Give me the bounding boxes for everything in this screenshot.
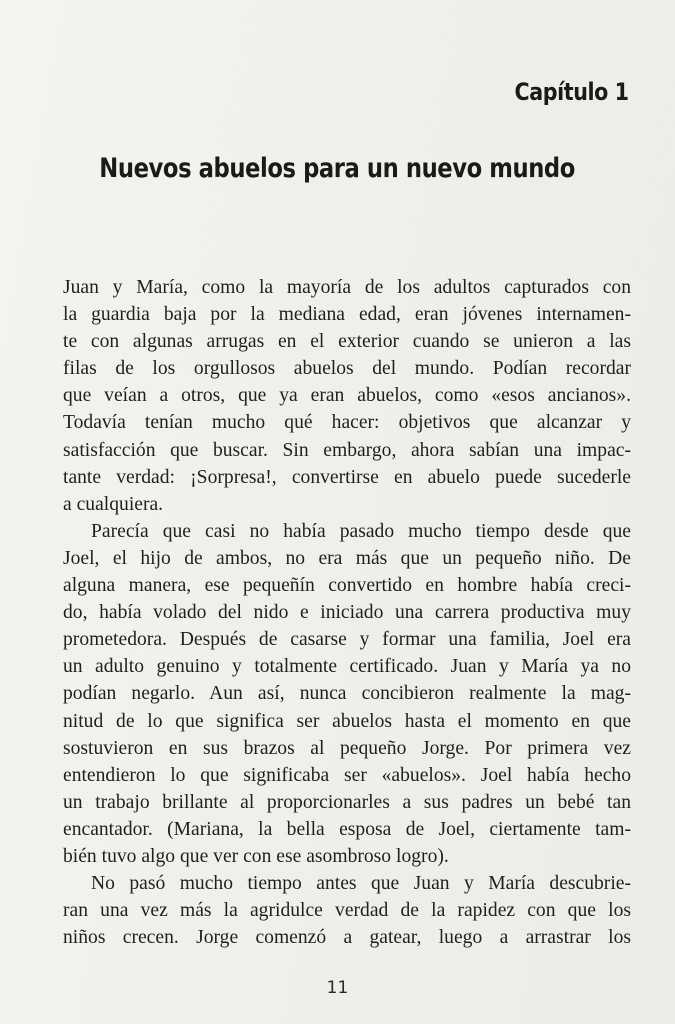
text-line: un trabajo brillante al proporcionarles a sus padres un bebé tan [63, 791, 631, 813]
text-line: a cualquiera. [63, 493, 164, 515]
chapter-title [0, 153, 675, 184]
chapter-title-text: Nuevos abuelos para un nuevo mundo [99, 153, 576, 184]
text-line: te con algunas arrugas en el exterior cuando se unieron a las [63, 331, 631, 353]
body-text [63, 274, 631, 951]
text-line: encantador. (Mariana, la bella esposa de Joel, ciertamente tam- [63, 818, 631, 840]
chapter-label: Capítulo 1 [515, 78, 629, 106]
text-line: do, había volado del nido e iniciado una carrera productiva muy [63, 602, 631, 624]
text-line: filas de los orgullosos abuelos del mundo. Podían recordar [63, 358, 631, 380]
text-line: ran una vez más la agridulce verdad de la rapidez con que los [63, 900, 631, 922]
text-line: Todavía tenían mucho qué hacer: objetivos que alcanzar y [63, 412, 631, 434]
text-line: tante verdad: ¡Sorpresa!, convertirse en abuelo puede sucederle [63, 466, 631, 488]
text-line: un adulto genuino y totalmente certificado. Juan y María ya no [63, 656, 631, 678]
text-line: No pasó mucho tiempo antes que Juan y María descubrie- [91, 873, 631, 895]
text-line: niños crecen. Jorge comenzó a gatear, luego a arrastrar los [63, 927, 631, 949]
text-line: Parecía que casi no había pasado mucho tiempo desde que [91, 520, 631, 542]
paragraph-1 [63, 274, 631, 518]
paragraph-2 [63, 518, 631, 870]
text-line: bién tuvo algo que ver con ese asombroso logro). [63, 845, 449, 867]
text-line: que veían a otros, que ya eran abuelos, como «esos ancianos». [63, 385, 631, 407]
text-line: Joel, el hijo de ambos, no era más que un pequeño niño. De [63, 547, 631, 569]
page-number: 11 [326, 978, 349, 998]
text-line: podían negarlo. Aun así, nunca concibieron realmente la mag- [63, 683, 631, 705]
text-line: entendieron lo que significaba ser «abuelos». Joel había hecho [63, 764, 631, 786]
text-line: Juan y María, como la mayoría de los adultos capturados con [63, 277, 631, 298]
text-line: alguna manera, ese pequeñín convertido en hombre había creci- [63, 575, 631, 597]
paragraph-3 [63, 870, 631, 951]
text-line: la guardia baja por la mediana edad, eran jóvenes internamen- [63, 304, 631, 326]
text-line: sostuvieron en sus brazos al pequeño Jorge. Por primera vez [63, 737, 631, 759]
text-line: satisfacción que buscar. Sin embargo, ahora sabían una impac- [63, 439, 631, 461]
text-line: prometedora. Después de casarse y formar una familia, Joel era [63, 629, 631, 651]
text-line: nitud de lo que significa ser abuelos hasta el momento en que [63, 710, 631, 732]
